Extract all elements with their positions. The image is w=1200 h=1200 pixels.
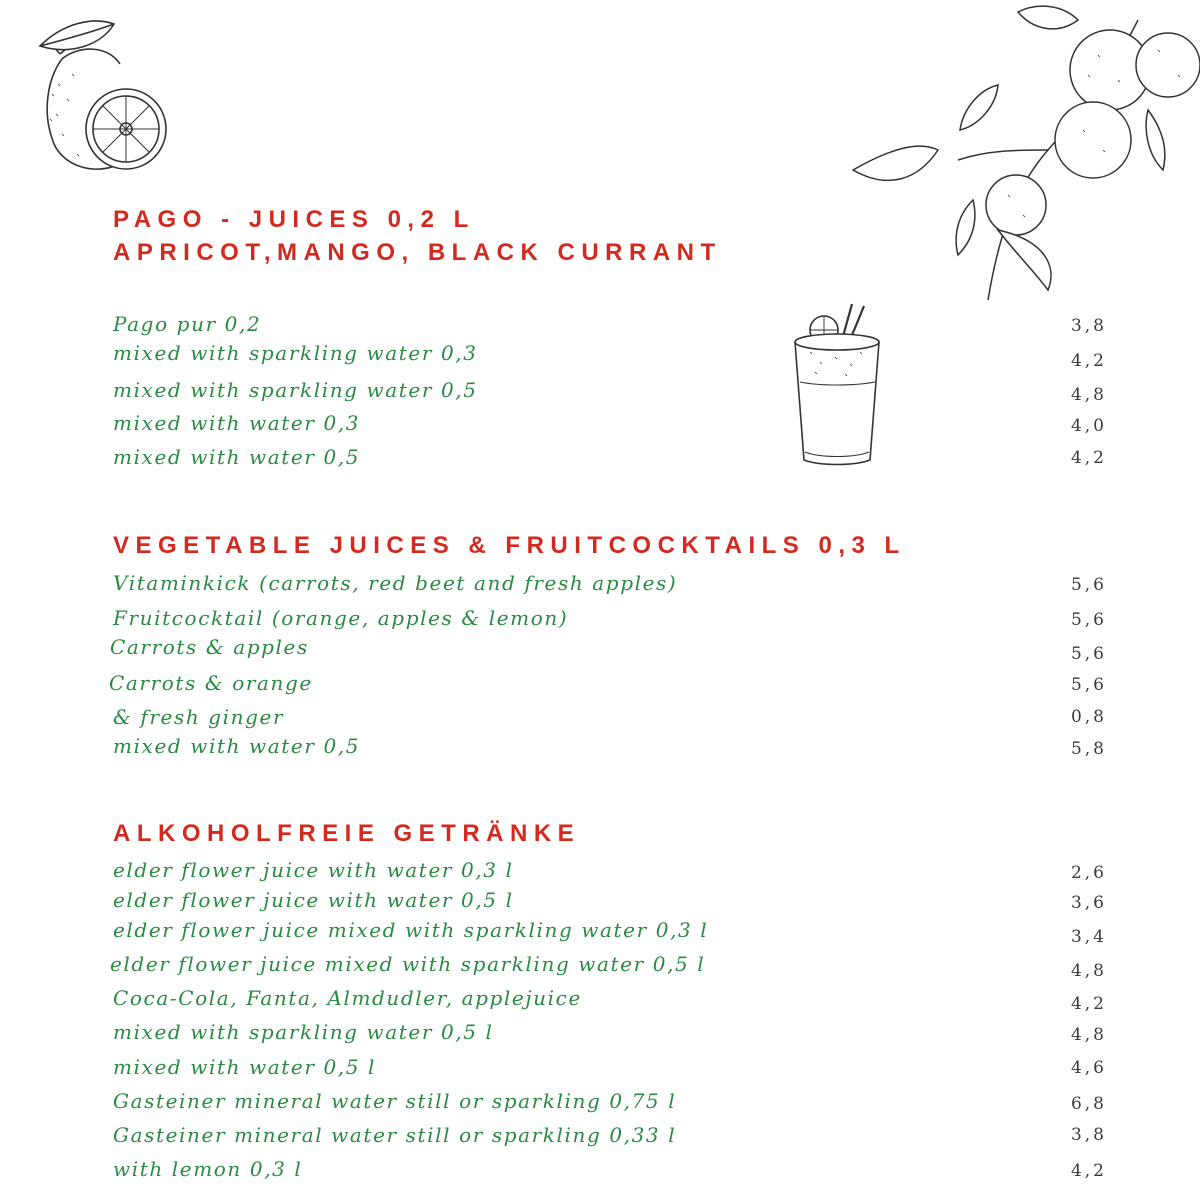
menu-item-price: 5,6 — [1070, 675, 1107, 695]
menu-item-name: mixed with water 0,5 — [113, 445, 361, 469]
menu-item-price: 6,8 — [1070, 1094, 1107, 1114]
menu-item-name: mixed with water 0,3 — [113, 411, 361, 435]
menu-item-price: 4,8 — [1070, 1025, 1107, 1045]
menu-item-name: Gasteiner mineral water still or sparkling 0,75 l — [113, 1089, 677, 1113]
menu-item-name: Carrots & orange — [109, 671, 313, 695]
menu-item-name: Fruitcocktail (orange, apples & lemon) — [113, 606, 569, 630]
menu-item-price: 4,2 — [1070, 351, 1107, 371]
menu-item-price: 5,6 — [1070, 644, 1107, 664]
menu-item-name: Gasteiner mineral water still or sparkling 0,33 l — [113, 1123, 677, 1147]
menu-item-price: 3,8 — [1070, 316, 1107, 336]
section-heading-vegetable-juices: VEGETABLE JUICES & FRUITCOCKTAILS 0,3 L — [113, 532, 906, 559]
menu-item-price: 5,6 — [1070, 575, 1107, 595]
menu-item-name: mixed with sparkling water 0,5 — [113, 378, 478, 402]
menu-item-name: Coca-Cola, Fanta, Almdudler, applejuice — [113, 986, 582, 1010]
menu-item-name: with lemon 0,3 l — [113, 1157, 303, 1181]
menu-item-price: 5,8 — [1070, 739, 1107, 759]
menu-item-name: & fresh ginger — [113, 705, 285, 729]
menu-item-name: mixed with sparkling water 0,5 l — [113, 1020, 494, 1044]
menu-item-name: mixed with water 0,5 l — [113, 1055, 377, 1079]
menu-item-price: 4,2 — [1070, 994, 1107, 1014]
menu-item-price: 0,8 — [1070, 707, 1107, 727]
menu-item-price: 4,2 — [1070, 448, 1107, 468]
menu-item-name: mixed with water 0,5 — [113, 734, 361, 758]
menu-item-price: 3,4 — [1070, 927, 1107, 947]
menu-item-price: 3,8 — [1070, 1125, 1107, 1145]
menu-item-price: 4,8 — [1070, 961, 1107, 981]
menu-item-name: Pago pur 0,2 — [113, 312, 262, 336]
menu-item-price: 2,6 — [1070, 863, 1107, 883]
menu-item-price: 4,2 — [1070, 1161, 1107, 1181]
section-heading-pago-line-1: PAGO - JUICES 0,2 L — [113, 206, 475, 233]
menu-item-name: elder flower juice with water 0,3 l — [113, 858, 514, 882]
section-heading-alkoholfreie-getraenke: ALKOHOLFREIE GETRÄNKE — [113, 820, 581, 847]
menu-item-price: 5,6 — [1070, 610, 1107, 630]
section-heading-pago-line-2: APRICOT,MANGO, BLACK CURRANT — [113, 239, 722, 266]
menu-item-name: elder flower juice with water 0,5 l — [113, 888, 514, 912]
menu-item-price: 4,6 — [1070, 1058, 1107, 1078]
menu-item-name: elder flower juice mixed with sparkling water 0,5 l — [110, 952, 706, 976]
menu-item-price: 4,0 — [1070, 416, 1107, 436]
orange-branch-illustration — [848, 0, 1200, 305]
juice-glass-illustration — [790, 302, 886, 468]
menu-item-price: 4,8 — [1070, 385, 1107, 405]
lemon-illustration — [32, 14, 172, 179]
menu-item-name: Carrots & apples — [110, 635, 309, 659]
menu-item-name: elder flower juice mixed with sparkling water 0,3 l — [113, 918, 709, 942]
menu-item-name: Vitaminkick (carrots, red beet and fresh apples) — [113, 571, 678, 595]
menu-item-name: mixed with sparkling water 0,3 — [113, 341, 478, 365]
menu-item-price: 3,6 — [1070, 893, 1107, 913]
